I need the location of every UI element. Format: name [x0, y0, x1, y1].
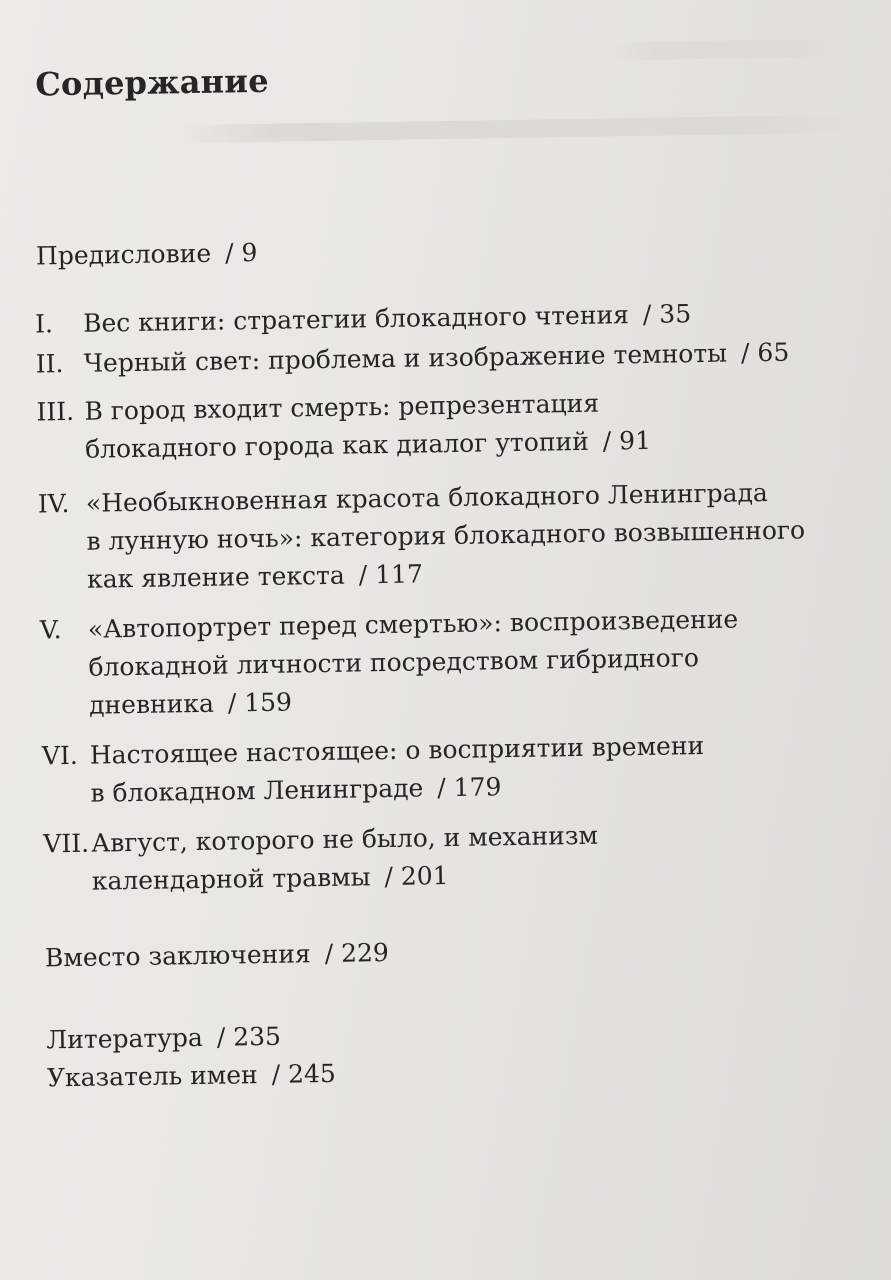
- toc-entry-title: Литература: [46, 1022, 204, 1055]
- chapter-title-line: «Необыкновенная красота блокадного Ленинграда: [85, 478, 769, 518]
- chapter-title-line: Август, которого не было, и механизм: [91, 820, 599, 858]
- chapter-number: IV.: [37, 488, 70, 519]
- chapter-page: / 35: [642, 299, 692, 329]
- page-title: Содержание: [35, 61, 270, 104]
- chapter-number: VII.: [43, 828, 90, 859]
- chapter-number: V.: [39, 615, 62, 645]
- chapter-title-line: Настоящее настоящее: о восприятии времени: [89, 731, 705, 770]
- chapter-title-line: блокадной личности посредством гибридного: [88, 643, 700, 682]
- chapter-page: / 201: [384, 861, 449, 892]
- chapter-page: / 179: [437, 772, 502, 803]
- toc-entry-title: Предисловие: [35, 238, 212, 271]
- toc-entry-title: Указатель имен: [46, 1060, 258, 1093]
- toc-entry-page: / 235: [216, 1021, 282, 1052]
- chapter-page: / 159: [227, 687, 293, 718]
- chapter-number: III.: [36, 396, 75, 427]
- show-through-decoration: [611, 39, 841, 61]
- chapter-title-line: В город входит смерть: репрезентация: [84, 388, 600, 426]
- show-through-decoration: [172, 114, 862, 143]
- toc-entry-title: Вместо заключения: [44, 939, 311, 973]
- chapter-title-line: Вес книги: стратегии блокадного чтения: [82, 300, 630, 338]
- toc-entry-page: / 229: [324, 938, 390, 969]
- chapter-title-line: дневника: [88, 688, 215, 720]
- chapter-number: VI.: [41, 740, 78, 771]
- chapter-title-line: календарной травмы: [91, 862, 371, 896]
- chapter-page: / 65: [740, 337, 790, 368]
- chapter-title-line: в лунную ночь»: категория блокадного возвышенного: [86, 515, 806, 556]
- toc-entry-page: / 9: [224, 237, 258, 268]
- chapter-title-line: «Автопортрет перед смертью»: воспроизведение: [87, 604, 739, 644]
- chapter-title-line: как явление текста: [86, 560, 345, 594]
- chapter-number: II.: [35, 349, 64, 379]
- toc-entry-page: / 245: [271, 1058, 337, 1089]
- chapter-title-line: блокадного города как диалог утопий: [84, 426, 590, 464]
- chapter-number: I.: [34, 309, 54, 339]
- chapter-title-line: Черный свет: проблема и изображение темноты: [83, 338, 728, 378]
- chapter-page: / 91: [602, 425, 652, 456]
- chapter-title-line: в блокадном Ленинграде: [90, 773, 424, 808]
- chapter-page: / 117: [358, 559, 424, 590]
